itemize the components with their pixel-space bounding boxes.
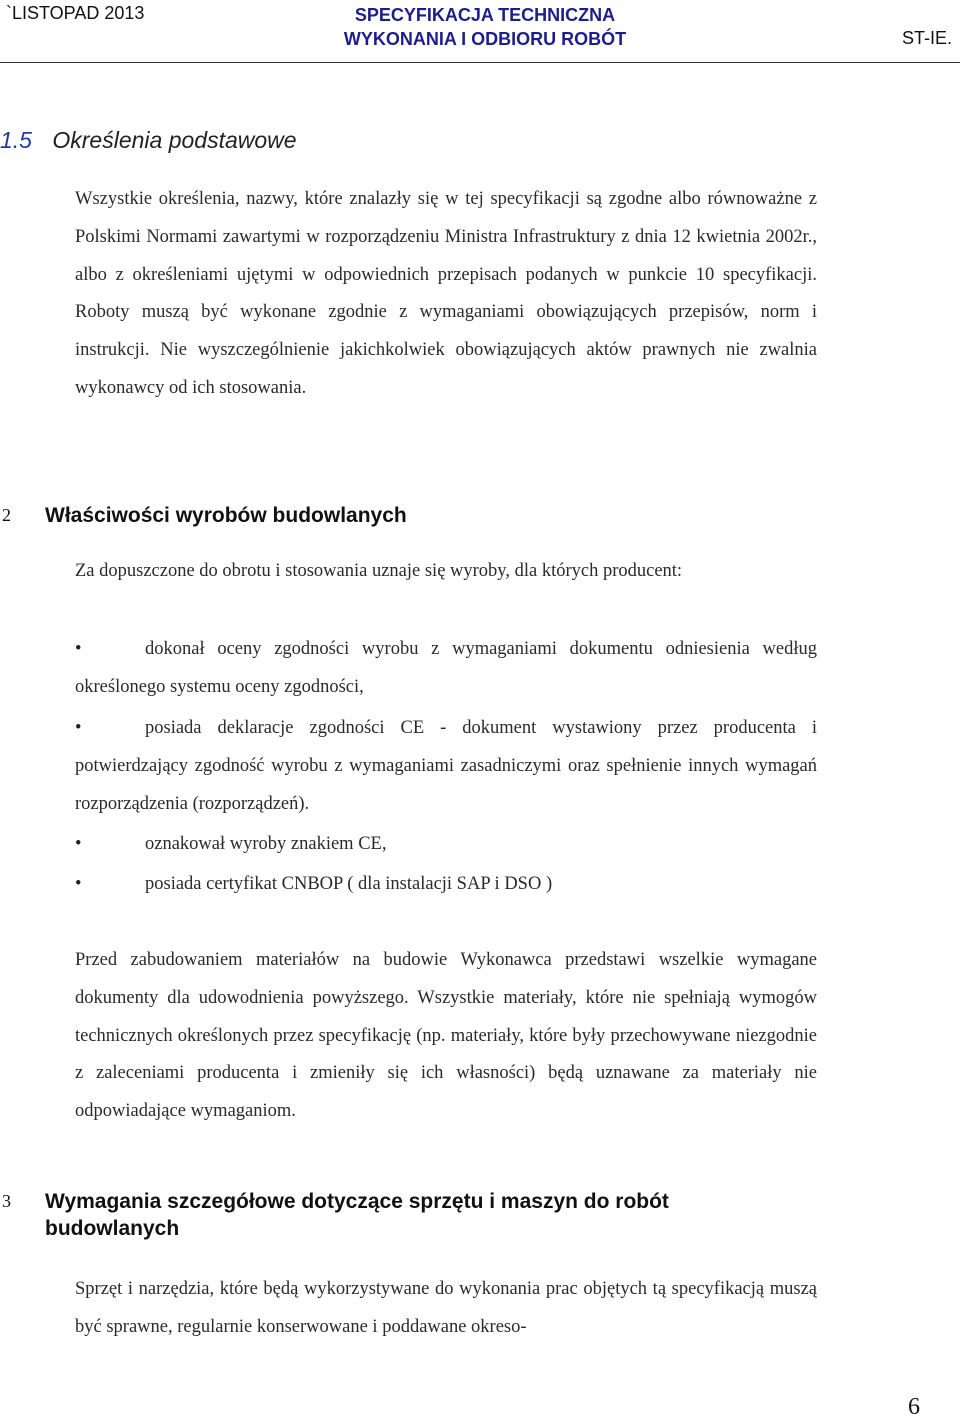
section-2-closing: Przed zabudowaniem materiałów na budowie Wykonawca przedstawi wszelkie wymagane dokumenty dla udowodnienia powyższego. Wszystkie materiały, które nie spełniają wymogów technicznych określonych przez specyfikację (np. materiały, które były przechowywane niezgodnie z zaleceniami producenta i zmieniły się ich własności) będą uznawane za materiały nie odpowiadające wymaganiom.: [75, 950, 817, 1122]
list-item-text: dokonał oceny zgodności wyrobu z wymaganiami dokumentu odniesienia według określonego systemu oceny zgodności,: [75, 639, 817, 697]
list-item-text: posiada deklaracje zgodności CE - dokument wystawiony przez producenta i potwierdzający zgodność wyrobu z wymaganiami zasadniczymi oraz spełnienie innych wymagań rozporządzenia (rozporządzeń).: [75, 718, 817, 814]
header-title-line2: WYKONANIA I ODBIORU ROBÓT: [343, 29, 627, 49]
bullet-icon: •: [75, 834, 82, 854]
section-2-number: 2: [2, 505, 11, 525]
page-header: [0, 0, 960, 63]
header-date: `LISTOPAD 2013: [6, 3, 145, 23]
section-2-title: Właściwości wyrobów budowlanych: [45, 504, 407, 527]
bullet-icon: •: [75, 639, 82, 659]
list-item: [75, 866, 817, 904]
list-item: [75, 631, 817, 707]
header-doc-code: ST-IE.: [901, 28, 952, 48]
bullet-icon: •: [75, 874, 82, 894]
section-1-5-paragraph: Wszystkie określenia, nazwy, które znalazły się w tej specyfikacji są zgodne albo równoważne z Polskimi Normami zawartymi w rozporządzeniu Ministra Infrastruktury z dnia 12 kwietnia 2002r., albo z określeniami ujętymi w odpowiednich przepisach podanych w punkcie 10 specyfikacji. Roboty muszą być wykonane zgodnie z wymaganiami obowiązujących przepisów, norm i instrukcji. Nie wyszczególnienie jakichkolwiek obowiązujących aktów prawnych nie zwalnia wykonawcy od ich stosowania.: [75, 189, 817, 398]
list-item: [75, 710, 817, 823]
section-3-paragraph: Sprzęt i narzędzia, które będą wykorzystywane do wykonania prac objętych tą specyfikacją muszą być sprawne, regularnie konserwowane i poddawane okreso-: [75, 1279, 817, 1337]
list-item-text: posiada certyfikat CNBOP ( dla instalacji SAP i DSO ): [145, 874, 553, 894]
page-number: 6: [908, 1394, 920, 1420]
section-3-number: 3: [2, 1191, 11, 1211]
section-1-5-title: Określenia podstawowe: [52, 127, 297, 153]
header-title: [305, 3, 665, 51]
section-1-5-number: 1.5: [0, 127, 32, 153]
section-3-title: Wymagania szczegółowe dotyczące sprzętu i maszyn do robót budowlanych: [45, 1190, 669, 1240]
header-title-line1: SPECYFIKACJA TECHNICZNA: [354, 5, 616, 25]
list-item: [75, 826, 817, 864]
bullet-icon: •: [75, 718, 82, 738]
section-1-5-heading: [0, 127, 297, 154]
list-item-text: oznakował wyroby znakiem CE,: [145, 834, 387, 854]
section-2-intro: Za dopuszczone do obrotu i stosowania uznaje się wyroby, dla których producent:: [75, 561, 683, 581]
